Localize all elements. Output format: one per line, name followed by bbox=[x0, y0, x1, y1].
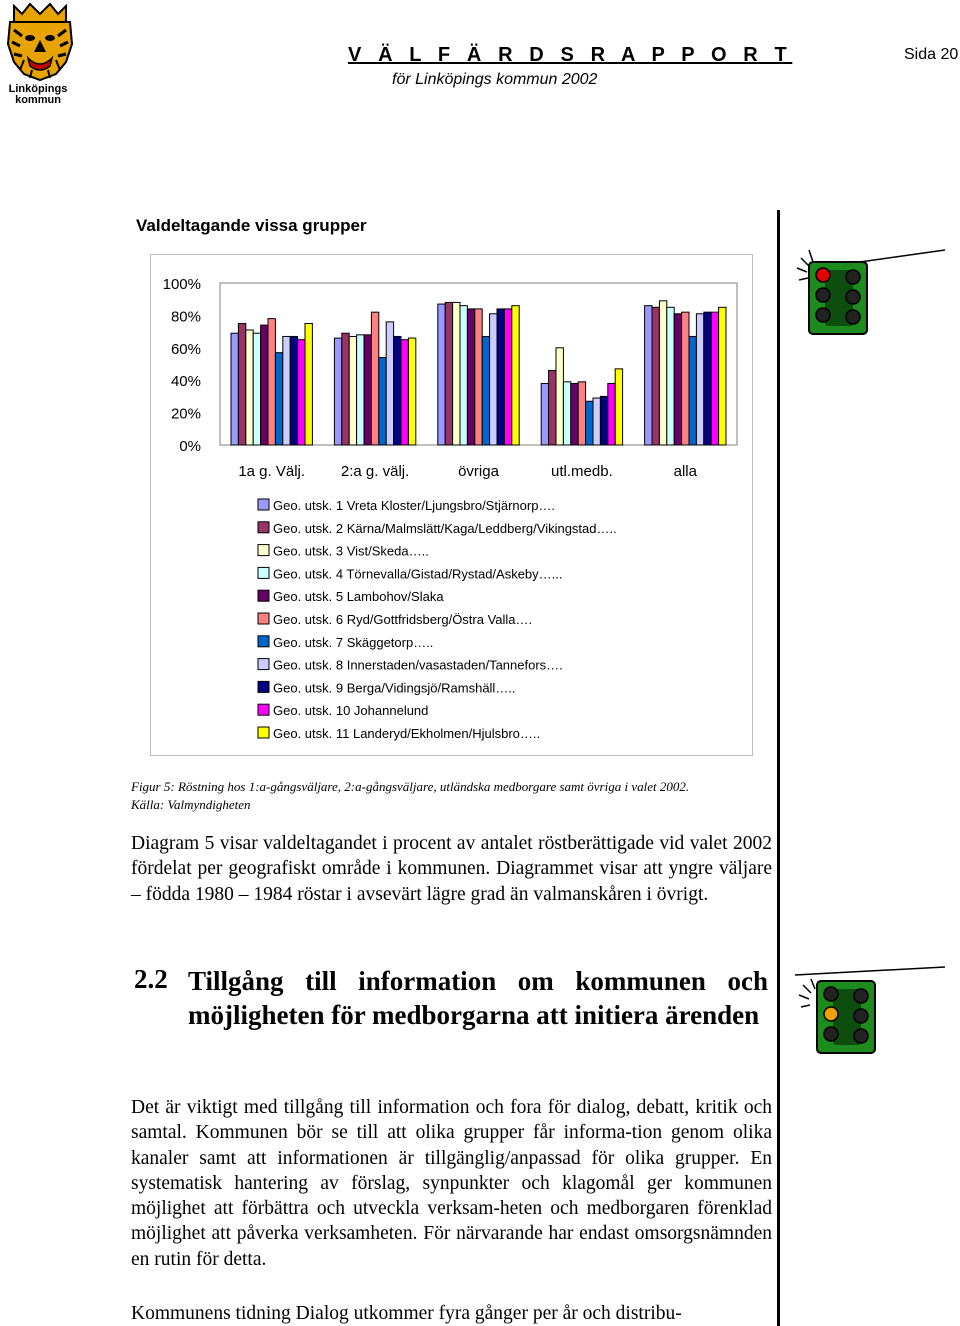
bar bbox=[711, 312, 718, 445]
bar bbox=[674, 314, 681, 445]
bar bbox=[571, 383, 578, 445]
report-subtitle: för Linköpings kommun 2002 bbox=[392, 71, 598, 88]
y-tick-label: 60% bbox=[170, 340, 201, 358]
caption-line: Figur 5: Röstning hos 1:a-gångsväljare, 2:a-gångsväljare, utländska medborgare samt övriga i valet 2002. bbox=[131, 779, 690, 794]
bar bbox=[659, 301, 666, 445]
bar bbox=[371, 312, 378, 445]
bar bbox=[556, 348, 563, 445]
traffic-light-amber-icon bbox=[795, 965, 945, 1060]
bar bbox=[334, 338, 341, 445]
y-tick-label: 0% bbox=[179, 438, 201, 455]
bar bbox=[283, 336, 290, 445]
bar bbox=[482, 336, 489, 445]
bar bbox=[438, 304, 445, 445]
x-tick-label: 2:a g. välj. bbox=[340, 463, 410, 480]
legend-label: Geo. utsk. 1 Vreta Kloster/Ljungsbro/Stjärnorp…. bbox=[273, 498, 556, 513]
bar bbox=[719, 307, 726, 445]
bar bbox=[408, 338, 415, 445]
bar bbox=[563, 382, 570, 445]
caption-source: Källa: Valmyndigheten bbox=[131, 797, 251, 812]
legend-label: Geo. utsk. 9 Berga/Vidingsjö/Ramshäll….. bbox=[273, 680, 516, 696]
section-number: 2.2 bbox=[134, 964, 168, 994]
bar bbox=[593, 398, 600, 445]
bar bbox=[652, 307, 659, 445]
y-tick-label: 100% bbox=[162, 276, 201, 293]
bar bbox=[253, 333, 260, 445]
bar bbox=[615, 369, 622, 445]
bar bbox=[349, 336, 356, 445]
y-tick-label: 40% bbox=[170, 373, 201, 391]
x-tick-label: övriga bbox=[458, 463, 499, 480]
bar bbox=[342, 333, 349, 445]
legend-label: Geo. utsk. 5 Lambohov/Slaka bbox=[273, 589, 444, 605]
legend-swatch bbox=[258, 613, 269, 624]
bar bbox=[504, 309, 511, 445]
bar bbox=[453, 302, 460, 445]
x-tick-label: utl.medb. bbox=[551, 463, 613, 480]
crown-icon bbox=[14, 4, 66, 22]
bar bbox=[600, 396, 607, 445]
y-tick-label: 20% bbox=[170, 405, 201, 423]
logo-text-line1: Linköpings bbox=[8, 83, 68, 95]
legend-label: Geo. utsk. 4 Törnevalla/Gistad/Rystad/Askeby…... bbox=[273, 566, 563, 582]
x-tick-label: alla bbox=[673, 463, 697, 480]
bar bbox=[290, 336, 297, 445]
legend-swatch bbox=[258, 567, 269, 578]
y-tick-label: 80% bbox=[170, 308, 201, 326]
bar bbox=[512, 306, 519, 445]
bar bbox=[704, 312, 711, 445]
bar bbox=[689, 336, 696, 445]
legend-swatch bbox=[258, 727, 269, 738]
bar bbox=[298, 340, 305, 445]
x-tick-label: 1a g. Välj. bbox=[238, 463, 306, 480]
legend-swatch bbox=[258, 659, 269, 670]
bar bbox=[667, 307, 674, 445]
margin-rule bbox=[777, 210, 780, 1326]
bar bbox=[549, 370, 556, 445]
legend-label: Geo. utsk. 2 Kärna/Malmslätt/Kaga/Leddberg/Vikingstad….. bbox=[273, 520, 617, 536]
bar bbox=[268, 319, 275, 445]
bar bbox=[578, 382, 585, 445]
bar bbox=[682, 312, 689, 445]
legend-swatch bbox=[258, 636, 269, 647]
legend-label: Geo. utsk. 11 Landeryd/Ekholmen/Hjulsbro….. bbox=[273, 726, 541, 741]
bar bbox=[357, 335, 364, 445]
legend-label: Geo. utsk. 6 Ryd/Gottfridsberg/Östra Valla…. bbox=[273, 612, 533, 627]
bar bbox=[364, 335, 371, 445]
legend-label: Geo. utsk. 8 Innerstaden/vasastaden/Tannefors…. bbox=[273, 657, 563, 673]
bar bbox=[394, 336, 401, 445]
bar bbox=[445, 302, 452, 445]
bar bbox=[238, 324, 245, 446]
bar bbox=[460, 306, 467, 445]
legend-swatch bbox=[258, 704, 269, 715]
legend-label: Geo. utsk. 10 Johannelund bbox=[273, 703, 429, 719]
bar bbox=[475, 309, 482, 445]
linkoping-lion-logo bbox=[0, 0, 80, 108]
legend-swatch bbox=[258, 681, 269, 692]
bar bbox=[386, 322, 393, 445]
paragraph: Diagram 5 visar valdeltagandet i procent av antalet röstberättigade vid valet 2002 fördelat per geografiskt område i kommunen. Diagrammet visar att yngre väljare – födda 1980 – 1984 röstar i avsevärt lägre grad än valmanskåren i övrigt. bbox=[131, 833, 772, 905]
paragraph: Det är viktigt med tillgång till information och fora för dialog, debatt, kritik och samtal. Kommunen bör se till att olika grupper får informa-tion genom olika kanaler samt att informationen är tillgänglig/anpassad för olika grupper. En systematisk hantering av förslag, synpunkter och klagomål ger kommunen möjlighet att förbättra och utveckla verksam-heten och medborgaren förenklad möjlighet att påverka verksamheten. För närvarande har endast omsorgsnämnden en rutin för detta. bbox=[131, 1097, 772, 1270]
bar bbox=[696, 314, 703, 445]
legend-swatch bbox=[258, 545, 269, 556]
bar bbox=[401, 340, 408, 445]
bar bbox=[246, 330, 253, 445]
bar bbox=[645, 306, 652, 445]
legend-label: Geo. utsk. 7 Skäggetorp….. bbox=[273, 634, 434, 650]
legend-swatch bbox=[258, 590, 269, 601]
figure-caption bbox=[131, 778, 781, 814]
bar bbox=[586, 401, 593, 445]
chart-title: Valdeltagande vissa grupper bbox=[136, 216, 367, 235]
bar bbox=[490, 314, 497, 445]
bar bbox=[231, 333, 238, 445]
bar bbox=[305, 324, 312, 446]
logo-text-line2: kommun bbox=[15, 94, 61, 106]
page-number: Sida 20 bbox=[904, 46, 959, 63]
bar bbox=[467, 309, 474, 445]
legend-swatch bbox=[258, 522, 269, 533]
traffic-light-red-icon bbox=[795, 248, 945, 343]
paragraph: Kommunens tidning Dialog utkommer fyra gånger per år och distribu- bbox=[131, 1303, 682, 1324]
legend-label: Geo. utsk. 3 Vist/Skeda….. bbox=[273, 543, 429, 559]
bar bbox=[497, 309, 504, 445]
bar-chart bbox=[150, 254, 753, 756]
bar bbox=[261, 325, 268, 445]
bar bbox=[379, 358, 386, 445]
bar bbox=[275, 353, 282, 445]
report-title: V Ä L F Ä R D S R A P P O R T bbox=[348, 44, 793, 66]
bar bbox=[608, 383, 615, 445]
legend-swatch bbox=[258, 499, 269, 510]
section-heading: Tillgång till information om kommunen och möjligheten för medborgarna att initiera ärenden bbox=[188, 966, 768, 1030]
bar bbox=[541, 383, 548, 445]
